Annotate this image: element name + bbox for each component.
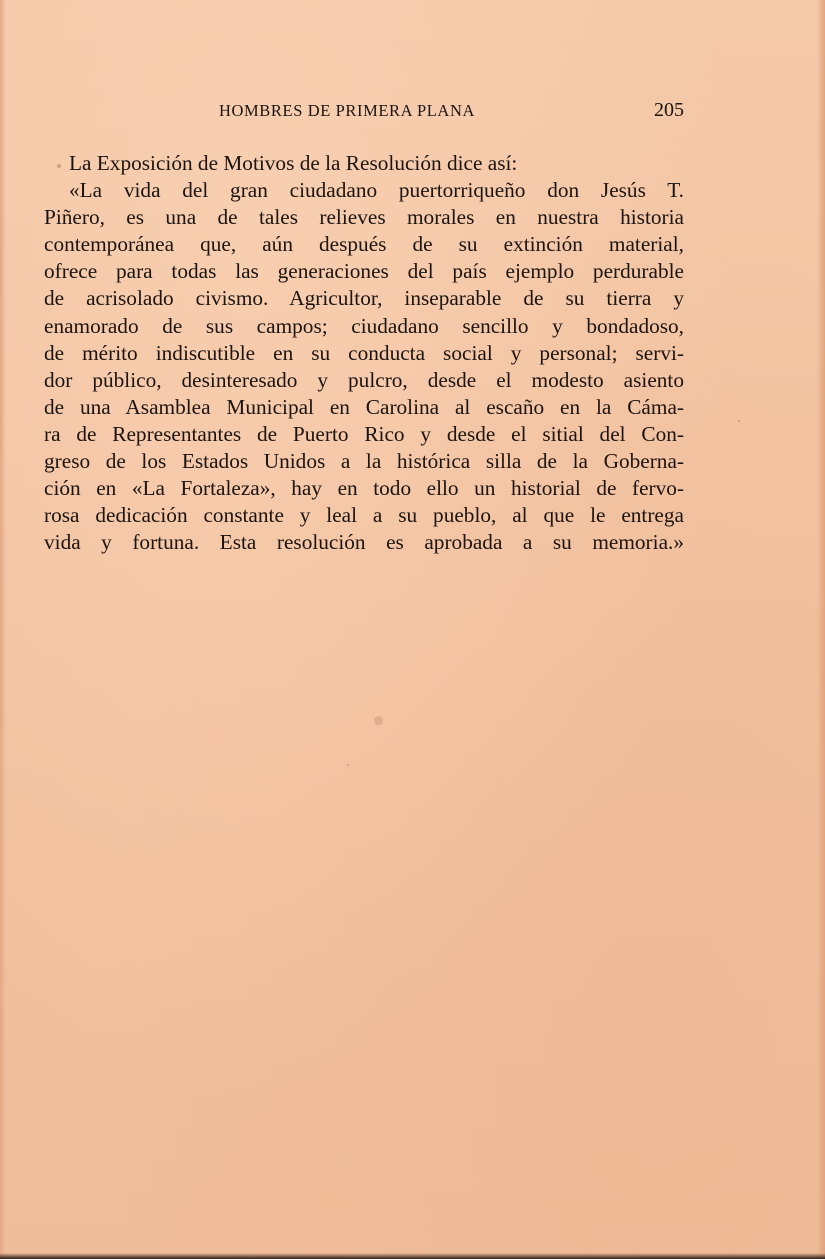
text-line: enamorado de sus campos; ciudadano sencillo y bondadoso, <box>44 313 684 338</box>
page-number: 205 <box>654 99 684 121</box>
running-header <box>44 101 684 125</box>
paper-speck <box>57 164 61 168</box>
intro-line: La Exposición de Motivos de la Resolución dice así: <box>69 151 518 175</box>
text-line: ción en «La Fortaleza», hay en todo ello un historial de fervo- <box>44 476 684 501</box>
text-line: de mérito indiscutible en su conducta social y personal; servi- <box>44 340 684 365</box>
running-title: HOMBRES DE PRIMERA PLANA <box>219 101 475 120</box>
text-line: ra de Representantes de Puerto Rico y desde el sitial del Con- <box>44 421 684 446</box>
paper-speck <box>738 420 740 422</box>
text-line: contemporánea que, aún después de su extinción material, <box>44 232 684 257</box>
paper-speck <box>347 764 349 766</box>
body-text <box>44 150 684 556</box>
text-line: dor público, desinteresado y pulcro, desde el modesto asiento <box>44 367 684 392</box>
page-edge-right <box>817 0 825 1259</box>
text-line: «La vida del gran ciudadano puertorriqueño don Jesús T. <box>69 178 684 203</box>
text-line: de acrisolado civismo. Agricultor, inseparable de su tierra y <box>44 286 684 311</box>
text-line: rosa dedicación constante y leal a su pueblo, al que le entrega <box>44 503 684 528</box>
paper-speck <box>374 716 383 725</box>
text-line: de una Asamblea Municipal en Carolina al escaño en la Cáma- <box>44 394 684 419</box>
page-edge-bottom <box>0 1253 825 1259</box>
text-line: ofrece para todas las generaciones del país ejemplo perdurable <box>44 259 684 284</box>
text-line: vida y fortuna. Esta resolución es aprobada a su memoria.» <box>44 530 684 555</box>
text-line: Piñero, es una de tales relieves morales en nuestra historia <box>44 205 684 230</box>
page-edge-left <box>0 0 6 1259</box>
text-line: greso de los Estados Unidos a la histórica silla de la Goberna- <box>44 449 684 474</box>
